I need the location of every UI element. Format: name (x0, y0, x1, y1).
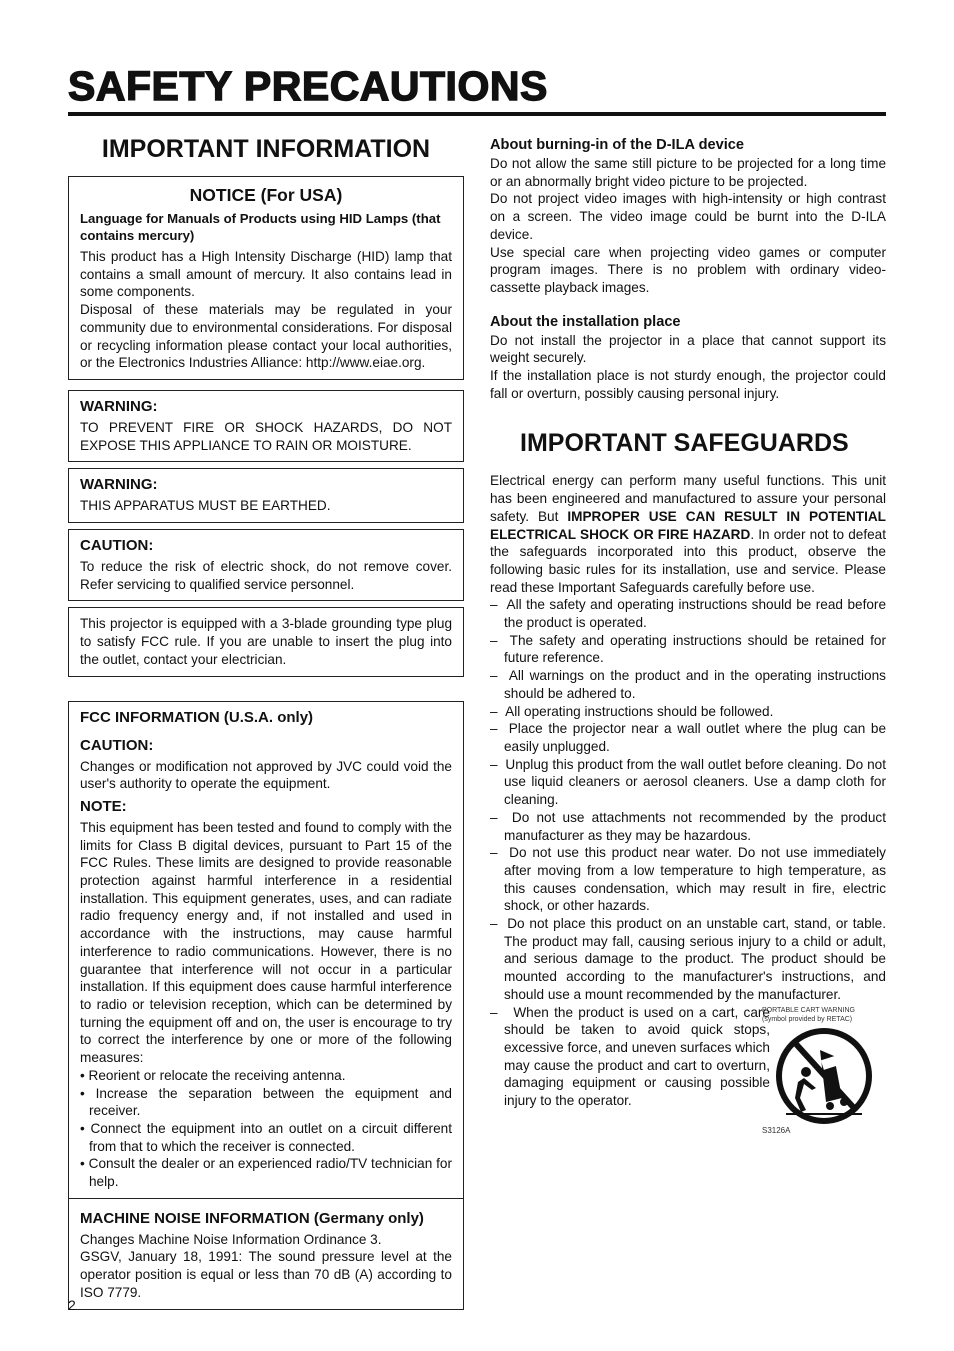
machine-noise-box (68, 1199, 464, 1310)
safeguards-list (490, 596, 886, 1135)
list-item: – The safety and operating instructions should be retained for future reference. (490, 632, 886, 667)
installation-paragraph-1: Do not install the projector in a place that cannot support its weight securely. (490, 332, 886, 366)
notice-box (68, 176, 464, 380)
plug-note-box (68, 607, 464, 676)
warning-title: WARNING: (80, 397, 158, 415)
fcc-note-title: NOTE: (80, 797, 127, 815)
burn-in-paragraph-1: Do not allow the same still picture to be projected for a long time or an abnormally bright video picture to be projected. (490, 156, 886, 189)
safeguards-intro-part-2: . In order not to defeat the safeguards incorporated into this product, observe the following basic rules for its installation, use and service. Please read these Important Safeguards carefully before use. (490, 526, 886, 595)
list-item: – Place the projector near a wall outlet where the plug can be easily unplugged. (490, 720, 886, 755)
left-column (68, 132, 464, 1316)
warning-text: THIS APPARATUS MUST BE EARTHED. (80, 498, 331, 514)
fcc-note-text: This equipment has been tested and found to comply with the limits for Class B digital devices, pursuant to Part 15 of the FCC Rules. These limits are designed to provide reasonable protection against harmful interference in a residential installation. This equipment generates, uses, and can radiate radio frequency energy and, if not installed and used in accordance with the instructions, may cause harmful interference to radio communications. However, there is no guarantee that interference will not occur in a particular installation. If this equipment does cause harmful interference to radio or television reception, which can be determined by turning the equipment off and on, the user is encourage to try to correct the interference by one or more of the following measures: (80, 819, 452, 1066)
machine-noise-title: MACHINE NOISE INFORMATION (Germany only) (80, 1209, 424, 1227)
fcc-box (68, 701, 464, 1199)
safeguards-intro (490, 472, 886, 596)
important-information-heading: IMPORTANT INFORMATION (101, 135, 431, 163)
cart-caption-source: (symbol provided by RETAC) (762, 1015, 853, 1023)
plug-note-text: This projector is equipped with a 3-blade grounding type plug to satisfy FCC rule. If you are unable to insert the plug into the outlet, contact your electrician. (80, 616, 452, 667)
safeguards-intro-bold: IMPROPER USE CAN RESULT IN POTENTIAL ELECTRICAL SHOCK OR FIRE HAZARD (490, 508, 886, 542)
portable-cart-warning-icon (776, 1028, 872, 1124)
safeguards-intro-part-1: Electrical energy can perform many useful functions. This unit has been engineered and manufactured to assure your personal safety. But (490, 473, 886, 524)
warning-box-rain (68, 390, 464, 462)
right-column (490, 136, 886, 1136)
cart-caption-title: – PORTABLE CART WARNING (762, 1006, 855, 1014)
list-item: – Do not use this product near water. Do not use immediately after moving from a low temperature to high temperature, as this causes condensation, which may result in fire, electric shock, or other hazards. (490, 844, 886, 915)
fcc-title: FCC INFORMATION (U.S.A. only) (80, 708, 314, 726)
notice-paragraph-2: Disposal of these materials may be regulated in your community due to environmental considerations. For disposal or recycling information please contact your local authorities, or the Electronics Industries Alliance: http://www.eiae.org. (80, 302, 452, 371)
list-item: • Reorient or relocate the receiving antenna. (80, 1067, 452, 1085)
fcc-caution-text: Changes or modification not approved by JVC could void the user's authority to operate the equipment. (80, 758, 452, 792)
warning-text: TO PREVENT FIRE OR SHOCK HAZARDS, DO NOT EXPOSE THIS APPLIANCE TO RAIN OR MOISTURE. (80, 419, 452, 453)
list-item: – All operating instructions should be followed. (490, 703, 886, 721)
fcc-caution-title: CAUTION: (80, 736, 154, 754)
title-rule (68, 112, 886, 116)
caution-box (68, 529, 464, 601)
warning-box-earthed (68, 468, 464, 523)
notice-paragraph-1: This product has a High Intensity Discharge (HID) lamp that contains a small amount of mercury. It also contains lead in some components. (80, 249, 452, 300)
page-number: 2 (68, 1297, 76, 1313)
list-item: – Do not place this product on an unstable cart, stand, or table. The product may fall, causing serious injury to a child or adult, and serious damage to the product. The product should be mounted according to the manufacturer's instructions, and should use a mount recommended by the manufacturer. (490, 915, 886, 1004)
machine-noise-paragraph-1: Changes Machine Noise Information Ordinance 3. (80, 1231, 382, 1247)
list-item: • Consult the dealer or an experienced radio/TV technician for help. (80, 1155, 452, 1190)
installation-paragraph-2: If the installation place is not sturdy enough, the projector could fall or overturn, possibly causing personal injury. (490, 368, 886, 401)
caution-title: CAUTION: (80, 537, 154, 555)
cart-figure-code: S3126A (762, 1125, 791, 1135)
cart-item-text: When the product is used on a cart, care should be taken to avoid quick stops, excessive force, and uneven surfaces which may cause the product and cart to overturn, damaging equipment or causing possible injury to the operator. (504, 1004, 770, 1109)
caution-text: To reduce the risk of electric shock, do not remove cover. Refer servicing to qualified service personnel. (80, 559, 452, 592)
important-safeguards-heading: IMPORTANT SAFEGUARDS (520, 429, 849, 458)
installation-heading: About the installation place (490, 313, 681, 330)
warning-title: WARNING: (80, 476, 158, 494)
list-item: – All warnings on the product and in the operating instructions should be adhered to. (490, 667, 886, 702)
portable-cart-warning-figure (762, 1006, 886, 1136)
machine-noise-paragraph-2: GSGV, January 18, 1991: The sound pressure level at the operator position is equal or less than 70 dB (A) according to ISO 7779. (80, 1249, 452, 1300)
fcc-measures-list (80, 1067, 452, 1191)
notice-subtitle: Language for Manuals of Products using HID Lamps (that contains mercury) (80, 211, 441, 243)
burn-in-paragraph-3: Use special care when projecting video games or computer program images. There is no problem with ordinary video-cassette playback images. (490, 244, 886, 295)
list-item-cart (490, 1004, 886, 1135)
list-item: – All the safety and operating instructions should be read before the product is operated. (490, 596, 886, 631)
burn-in-paragraph-2: Do not project video images with high-intensity or high contrast on a screen. The video image could be burnt into the D-ILA device. (490, 191, 886, 242)
burn-in-heading: About burning-in of the D-ILA device (490, 137, 745, 153)
list-item: – Do not use attachments not recommended by the product manufacturer as they may be hazardous. (490, 809, 886, 844)
list-item: • Increase the separation between the equipment and receiver. (80, 1085, 452, 1120)
list-item: – Unplug this product from the wall outlet before cleaning. Do not use liquid cleaners or aerosol cleaners. Use a damp cloth for cleaning. (490, 756, 886, 809)
list-item: • Connect the equipment into an outlet on a circuit different from that to which the receiver is connected. (80, 1120, 452, 1155)
notice-title: NOTICE (For USA) (189, 185, 343, 205)
page-title: SAFETY PRECAUTIONS (68, 63, 548, 109)
